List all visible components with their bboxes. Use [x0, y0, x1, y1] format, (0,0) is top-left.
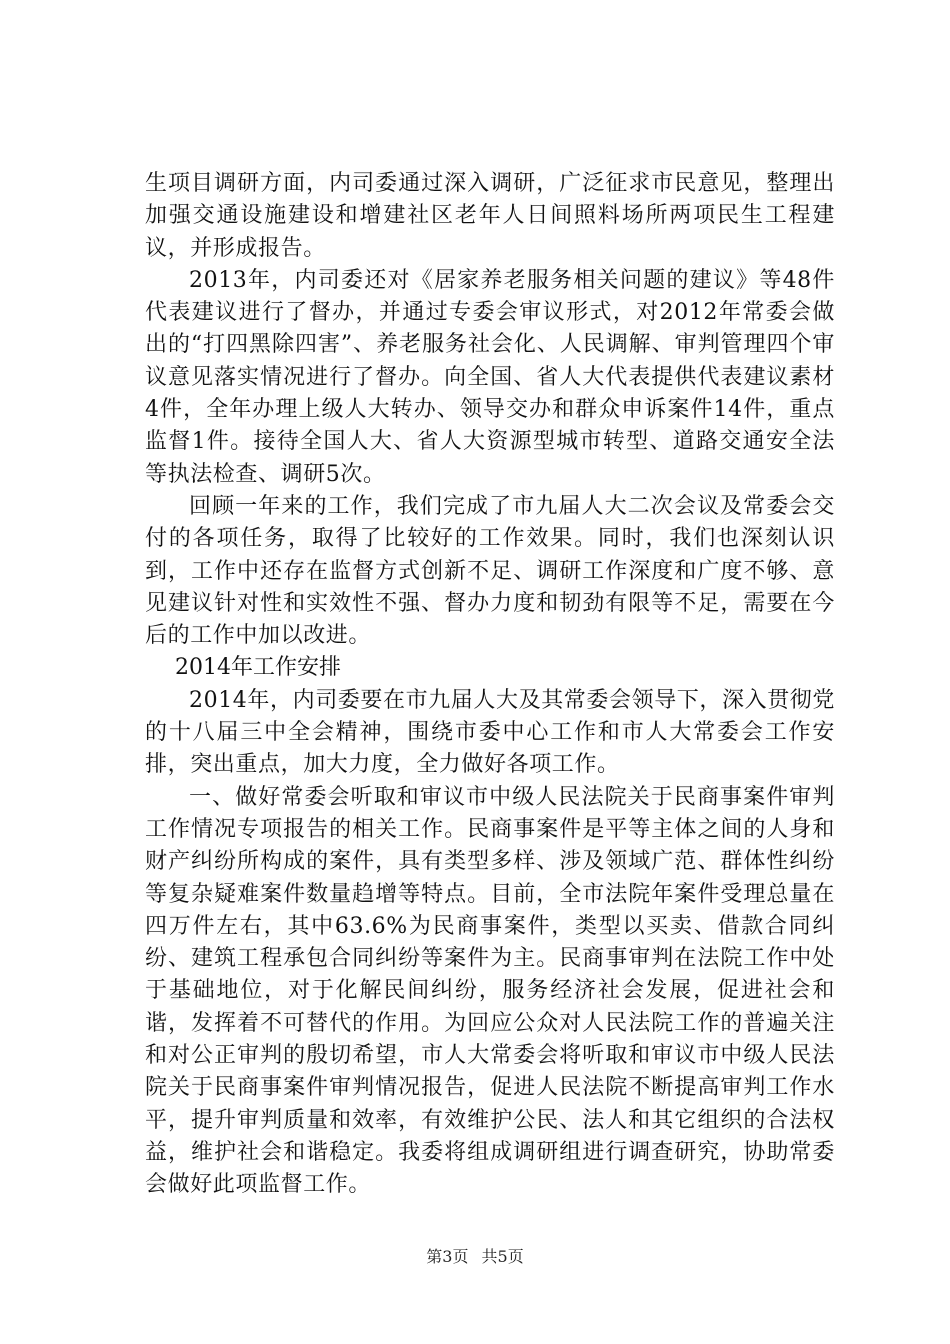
paragraph-item-one: 一、做好常委会听取和审议市中级人民法院关于民商事案件审判工作情况专项报告的相关工作。民商事案件是平等主体之间的人身和财产纠纷所构成的案件，具有类型多样、涉及领域广范、群体性纠纷等复杂疑难案件数量趋增等特点。目前，全市法院年案件受理总量在四万件左右，其中63.6%为民商事案件，类型以买卖、借款合同纠纷、建筑工程承包合同纠纷等案件为主。民商事审判在法院工作中处于基础地位，对于化解民间纠纷，服务经济社会发展，促进社会和谐，发挥着不可替代的作用。为回应公众对人民法院工作的普遍关注和对公正审判的殷切希望，市人大常委会将听取和审议市中级人民法院关于民商事案件审判情况报告，促进人民法院不断提高审判工作水平，提升审判质量和效率，有效维护公民、法人和其它组织的合法权益，维护社会和谐稳定。我委将组成调研组进行调查研究，协助常委会做好此项监督工作。: [145, 784, 835, 1198]
document-body: [145, 168, 835, 1202]
paragraph-2014-overview: 2014年，内司委要在市九届人大及其常委会领导下，深入贯彻党的十八届三中全会精神，围绕市委中心工作和市人大常委会工作安排，突出重点，加大力度，全力做好各项工作。: [145, 687, 835, 778]
paragraph-2013-supervision: 2013年，内司委还对《居家养老服务相关问题的建议》等48件代表建议进行了督办，并通过专委会审议形式，对2012年常委会做出的“打四黑除四害”、养老服务社会化、人民调解、审判管理四个审议意见落实情况进行了督办。向全国、省人大代表提供代表建议素材4件，全年办理上级人大转办、领导交办和群众申诉案件14件，重点监督1件。接待全国人大、省人大资源型城市转型、道路交通安全法等执法检查、调研5次。: [145, 267, 835, 487]
page-footer: [0, 1244, 950, 1267]
paragraph-review: 回顾一年来的工作，我们完成了市九届人大二次会议及常委会交付的各项任务，取得了比较好的工作效果。同时，我们也深刻认识到，工作中还存在监督方式创新不足、调研工作深度和广度不够、意见建议针对性和实效性不强、督办力度和韧劲有限等不足，需要在今后的工作中加以改进。: [145, 493, 835, 649]
page-total: 共5页: [481, 1247, 524, 1266]
section-heading: 2014年工作安排: [175, 655, 341, 681]
paragraph-continued: 生项目调研方面，内司委通过深入调研，广泛征求市民意见，整理出加强交通设施建设和增建社区老年人日间照料场所两项民生工程建议，并形成报告。: [145, 171, 835, 261]
page-number: 第3页: [426, 1247, 469, 1266]
